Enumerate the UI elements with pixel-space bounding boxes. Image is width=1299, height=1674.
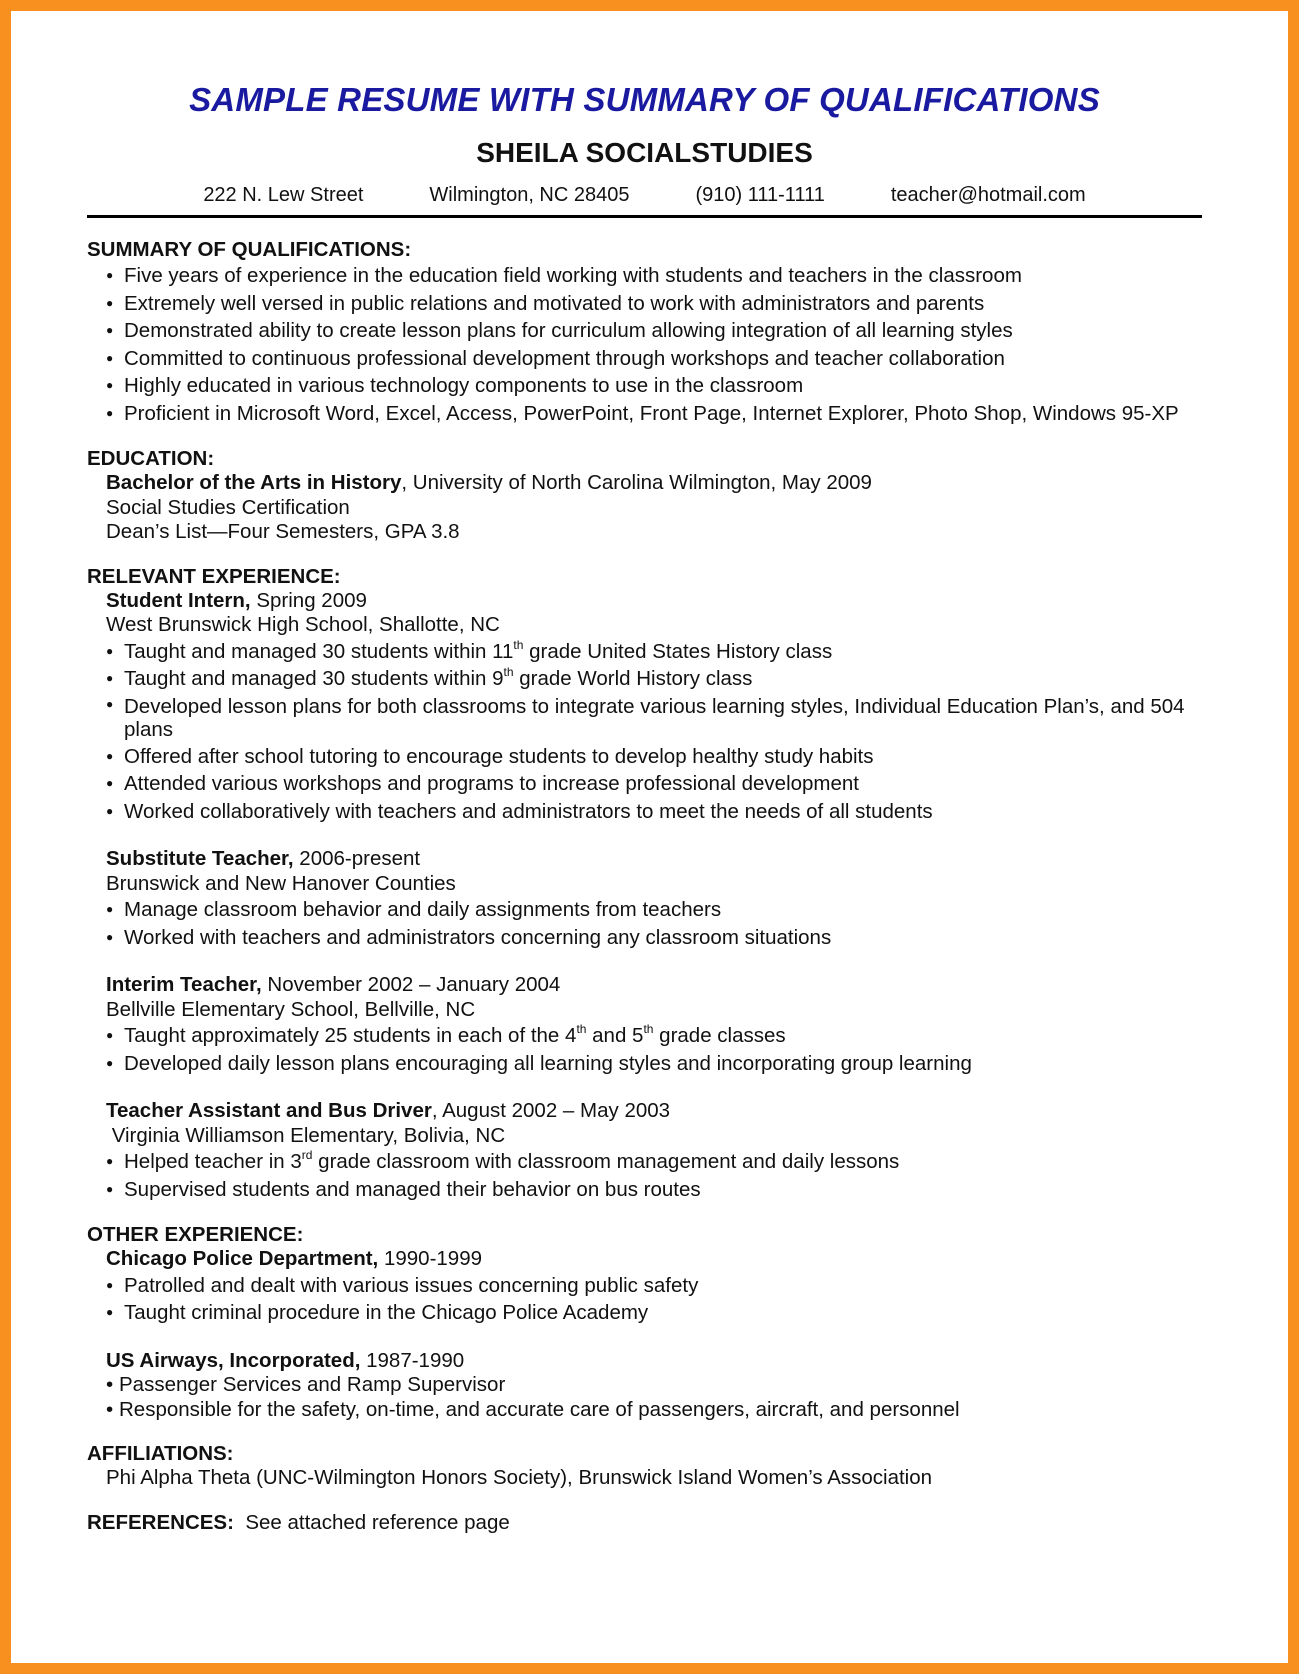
text: plans xyxy=(124,717,174,741)
job-title-line xyxy=(87,973,1202,998)
job-dates: 1987-1990 xyxy=(360,1348,465,1372)
job-duties xyxy=(87,638,1202,826)
job-title: Student Intern, xyxy=(106,588,251,612)
text: Helped teacher in 3 xyxy=(124,1150,302,1174)
spacer xyxy=(87,825,1202,847)
summary-heading: SUMMARY OF QUALIFICATIONS: xyxy=(87,238,412,262)
summary-list xyxy=(87,262,1202,427)
job-title: Interim Teacher, xyxy=(106,973,262,997)
job-place: Brunswick and New Hanover Counties xyxy=(106,871,456,895)
job-place: Virginia Williamson Elementary, Bolivia, NC xyxy=(106,1123,506,1147)
ordinal-suffix: th xyxy=(643,1022,654,1037)
text: Taught and managed 30 students within 11 xyxy=(124,639,514,663)
list-item: ● Supervised students and managed their behavior on bus routes xyxy=(106,1176,1202,1204)
summary-section xyxy=(87,238,1202,427)
job-title: Teacher Assistant and Bus Driver xyxy=(106,1099,432,1123)
degree-name: Bachelor of the Arts in History xyxy=(106,471,402,495)
job-duties xyxy=(87,1373,1202,1422)
list-item xyxy=(106,665,1202,693)
job-duties xyxy=(87,1148,1202,1203)
list-item: ● Developed daily lesson plans encouraging all learning styles and incorporating group learning xyxy=(106,1050,1202,1078)
list-item: ● Proficient in Microsoft Word, Excel, Access, PowerPoint, Front Page, Internet Explorer, Photo Shop, Windows 95-XP xyxy=(106,400,1202,428)
list-item: ● Five years of experience in the education field working with students and teachers in the classroom xyxy=(106,262,1202,290)
list-item: ● Extremely well versed in public relations and motivated to work with administrators and parents xyxy=(106,290,1202,318)
certification: Social Studies Certification xyxy=(106,495,350,519)
job-duties xyxy=(87,1022,1202,1077)
job-title-line xyxy=(87,847,1202,872)
list-item: ● Demonstrated ability to create lesson plans for curriculum allowing integration of all learning styles xyxy=(106,317,1202,345)
text: Taught and managed 30 students within 9 xyxy=(124,667,504,691)
resume-page xyxy=(87,80,1202,1535)
degree-line xyxy=(87,471,1202,496)
text: ● Developed lesson plans for both classrooms to integrate various learning styles, Individual Education Plan’s, and 504 xyxy=(124,694,1185,718)
text: grade United States History class xyxy=(523,639,833,663)
list-item: ● Worked collaboratively with teachers and administrators to meet the needs of all students xyxy=(106,798,1202,826)
job-title-line xyxy=(87,1349,1202,1374)
candidate-name: SHEILA SOCIALSTUDIES xyxy=(476,136,813,168)
job-title: Chicago Police Department, xyxy=(106,1247,379,1271)
contact-email: teacher@hotmail.com xyxy=(890,184,1086,207)
contact-street: 222 N. Lew Street xyxy=(203,184,364,207)
list-item: ● Patrolled and dealt with various issues concerning public safety xyxy=(106,1272,1202,1300)
job-title: Substitute Teacher, xyxy=(106,847,294,871)
spacer xyxy=(87,1327,1202,1349)
job-duties xyxy=(87,1272,1202,1327)
affiliations-text: Phi Alpha Theta (UNC-Wilmington Honors Society), Brunswick Island Women’s Association xyxy=(106,1466,933,1490)
list-item: ● Committed to continuous professional development through workshops and teacher collaboration xyxy=(106,345,1202,373)
list-item xyxy=(106,1148,1202,1176)
contact-line xyxy=(87,183,1202,207)
contact-city: Wilmington, NC 28405 xyxy=(429,184,630,207)
job-dates: , August 2002 – May 2003 xyxy=(431,1099,671,1123)
job-dates: Spring 2009 xyxy=(250,588,367,612)
education-section xyxy=(87,447,1202,545)
text: Taught approximately 25 students in each of the 4 xyxy=(124,1024,577,1048)
document-title: SAMPLE RESUME WITH SUMMARY OF QUALIFICATIONS xyxy=(189,81,1100,118)
relevant-experience-heading: RELEVANT EXPERIENCE: xyxy=(87,564,341,588)
list-item: • Passenger Services and Ramp Supervisor xyxy=(106,1373,1202,1398)
education-heading: EDUCATION: xyxy=(87,447,215,471)
list-item xyxy=(106,638,1202,666)
honors: Dean’s List—Four Semesters, GPA 3.8 xyxy=(106,520,460,544)
references-heading: REFERENCES: xyxy=(87,1510,234,1534)
job-title-line xyxy=(87,589,1202,614)
list-item: ● Highly educated in various technology components to use in the classroom xyxy=(106,372,1202,400)
affiliations-heading: AFFILIATIONS: xyxy=(87,1442,234,1466)
degree-detail: , University of North Carolina Wilmington, May 2009 xyxy=(401,471,872,495)
spacer xyxy=(87,1077,1202,1099)
contact-phone: (910) 111-1111 xyxy=(695,184,825,207)
list-item xyxy=(106,1022,1202,1050)
job-place: West Brunswick High School, Shallotte, NC xyxy=(106,613,500,637)
text: grade World History class xyxy=(513,667,753,691)
ordinal-suffix: th xyxy=(576,1022,587,1037)
relevant-experience-section xyxy=(87,565,1202,1204)
text: and 5 xyxy=(586,1024,644,1048)
other-experience-heading: OTHER EXPERIENCE: xyxy=(87,1223,304,1247)
spacer xyxy=(87,951,1202,973)
ordinal-suffix: rd xyxy=(301,1148,313,1163)
header-divider xyxy=(87,215,1202,218)
references-section xyxy=(87,1511,1202,1536)
list-item: ● Manage classroom behavior and daily assignments from teachers xyxy=(106,896,1202,924)
ordinal-suffix: th xyxy=(503,665,514,680)
job-duties xyxy=(87,896,1202,951)
ordinal-suffix: th xyxy=(513,637,524,652)
job-place: Bellville Elementary School, Bellville, NC xyxy=(106,997,476,1021)
list-item: ● Taught criminal procedure in the Chicago Police Academy xyxy=(106,1299,1202,1327)
job-dates: 2006-present xyxy=(293,847,421,871)
list-item xyxy=(106,693,1202,743)
list-item: ● Attended various workshops and programs to increase professional development xyxy=(106,770,1202,798)
text: grade classroom with classroom management and daily lessons xyxy=(312,1150,900,1174)
job-title-line xyxy=(87,1247,1202,1272)
text: grade classes xyxy=(653,1024,786,1048)
job-dates: November 2002 – January 2004 xyxy=(261,973,561,997)
job-title-line xyxy=(87,1099,1202,1124)
references-text: See attached reference page xyxy=(233,1510,510,1534)
job-title: US Airways, Incorporated, xyxy=(106,1348,361,1372)
job-dates: 1990-1999 xyxy=(378,1247,482,1271)
other-experience-section xyxy=(87,1223,1202,1422)
affiliations-section xyxy=(87,1442,1202,1491)
list-item: ● Worked with teachers and administrators concerning any classroom situations xyxy=(106,924,1202,952)
list-item: • Responsible for the safety, on-time, and accurate care of passengers, aircraft, and personnel xyxy=(106,1398,1202,1423)
list-item: ● Offered after school tutoring to encourage students to develop healthy study habits xyxy=(106,743,1202,771)
